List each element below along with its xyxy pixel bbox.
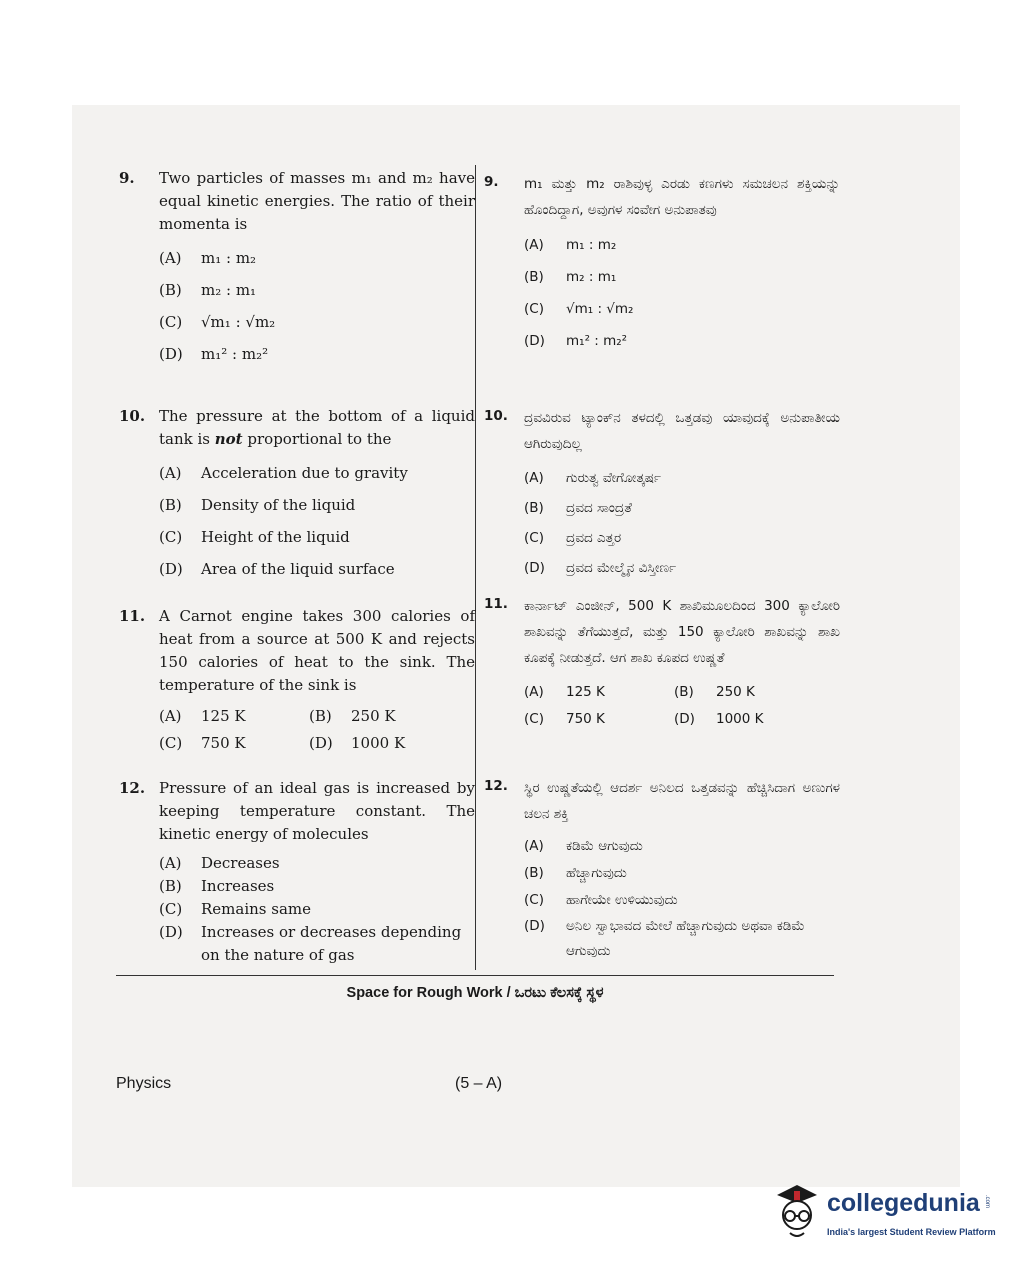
option-a: (A) m₁ : m₂ [159,248,257,267]
options-list [159,852,475,967]
option-c: (C) √m₁ : √m₂ [159,312,276,331]
option-c: (C) 750 K [159,734,246,752]
option-d: (D) Area of the liquid surface [159,559,395,578]
footer-page-code: (5 – A) [455,1075,503,1092]
option-c: (C) 750 K [524,711,605,727]
question-12-en [119,777,475,967]
rough-work-divider [116,975,834,976]
question-number: 9. [119,169,135,187]
emphasis-not: not [214,430,243,448]
question-number: 11. [119,607,146,625]
options-list [524,463,840,583]
question-text: ಸ್ಥಿರ ಉಷ್ಣತೆಯಲ್ಲಿ ಆದರ್ಶ ಅನಿಲದ ಒತ್ತಡವನ್ನು ಹೆಚ್ಚಿಸಿದಾಗ ಅಣುಗಳ ಚಲನ ಶಕ್ತಿ [524,780,840,822]
option-a: (A) ಕಡಿಮೆ ಆಗುವುದು [524,838,643,854]
question-11-kn [484,593,840,731]
question-number: 11. [484,596,508,612]
brand-name: collegedunia [827,1189,980,1217]
option-c: (C) Remains same [159,900,312,918]
option-c: (C) Height of the liquid [159,527,350,546]
option-b: (B) 250 K [674,684,755,700]
option-a: (A) m₁ : m₂ [524,236,617,253]
option-b: (B) ಹೆಚ್ಚಾಗುವುದು [524,865,627,881]
option-b: (B) m₂ : m₁ [159,280,257,299]
collegedunia-watermark [772,1183,1002,1253]
option-d: (D) 1000 K [674,711,764,727]
question-text: A Carnot engine takes 300 calories of heat from a source at 500 K and rejects 150 calories of heat to the sink. The temperature of the sink is [159,607,475,694]
option-d: (D) m₁² : m₂² [159,344,269,363]
question-10-kn [484,405,840,583]
question-9-en [119,167,475,370]
footer-subject: Physics [116,1075,172,1092]
mascot-icon [772,1183,822,1243]
option-c: (C) √m₁ : √m₂ [524,300,634,317]
option-d: (D) ದ್ರವದ ಮೇಲ್ಮೈನ ವಿಸ್ತೀರ್ಣ [524,559,677,576]
options-grid [159,705,475,755]
option-b: (B) m₂ : m₁ [524,268,617,285]
brand-tld: .com [984,1195,990,1209]
options-list [159,457,475,585]
question-text: ದ್ರವವಿರುವ ಟ್ಯಾಂಕ್‌ನ ತಳದಲ್ಲಿ ಒತ್ತಡವು ಯಾವುದಕ್ಕೆ ಅನುಪಾತೀಯ ಆಗಿರುವುದಿಲ್ಲ [524,410,840,452]
option-a: (A) Decreases [159,854,280,872]
question-12-kn [484,775,840,964]
question-10-en [119,405,475,585]
question-number: 10. [119,407,146,425]
column-divider [475,165,476,970]
brand-tagline: India's largest Student Review Platform [827,1227,996,1237]
rough-work-label: Space for Rough Work / ಒರಟು ಕೆಲಸಕ್ಕೆ ಸ್ಥಳ [346,985,604,1001]
question-text: Two particles of masses m₁ and m₂ have equal kinetic energies. The ratio of their momenta is [159,169,475,233]
option-b: (B) Density of the liquid [159,495,356,514]
option-a: (A) ಗುರುತ್ವ ವೇಗೋತ್ಕರ್ಷ [524,469,661,486]
question-number: 12. [484,778,508,794]
option-b: (B) ದ್ರವದ ಸಾಂದ್ರತೆ [524,499,632,516]
question-9-kn [484,171,840,357]
option-c: (C) ಹಾಗೇಯೇ ಉಳಿಯುವುದು [524,892,678,908]
option-b: (B) 250 K [309,707,396,725]
question-number: 10. [484,408,508,424]
question-number: 12. [119,779,146,797]
option-d: (D) Increases or decreases depending on the nature of gas [159,923,462,964]
option-d: (D) 1000 K [309,734,406,752]
question-number: 9. [484,174,499,190]
question-text: ಕಾರ್ನಾಟ್ ಎಂಜೀನ್, 500 K ಶಾಖಿಮೂಲದಿಂದ 300 ಕ್ಯಾಲೋರಿ ಶಾಖವನ್ನು ತೆಗೆಯುತ್ತದೆ, ಮತ್ತು 150 ಕ್ಯಾಲೋರಿ ಶಾಖವನ್ನು ಶಾಖ ಕೂಪಕ್ಕೆ ನೀಡುತ್ತದೆ. ಆಗ ಶಾಖ ಕೂಪದ ಉಷ್ಣತೆ [524,598,840,666]
question-text: m₁ ಮತ್ತು m₂ ರಾಶಿವುಳ್ಳ ಎರಡು ಕಣಗಳು ಸಮಚಲನ ಶಕ್ತಿಯನ್ನು ಹೊಂದಿದ್ದಾಗ, ಅವುಗಳ ಸಂವೇಗ ಅನುಪಾತವು [524,176,840,218]
question-text: The pressure at the bottom of a liquid tank is not proportional to the [159,407,475,448]
option-c: (C) ದ್ರವದ ಎತ್ತರ [524,529,622,546]
options-list [159,242,475,370]
option-b: (B) Increases [159,877,275,895]
question-text: Pressure of an ideal gas is increased by keeping temperature constant. The kinetic energy of molecules [159,779,475,843]
option-a: (A) 125 K [159,707,246,725]
option-d: (D) ಅನಿಲ ಸ್ವಾಭಾವದ ಮೇಲೆ ಹೆಚ್ಚಾಗುವುದು ಅಥವಾ ಕಡಿಮೆ ಆಗುವುದು [524,918,805,959]
option-a: (A) Acceleration due to gravity [159,463,408,482]
question-11-en [119,605,475,755]
option-d: (D) m₁² : m₂² [524,332,628,349]
options-list [524,229,840,357]
options-list [524,833,840,964]
option-a: (A) 125 K [524,684,605,700]
options-grid [524,681,840,731]
